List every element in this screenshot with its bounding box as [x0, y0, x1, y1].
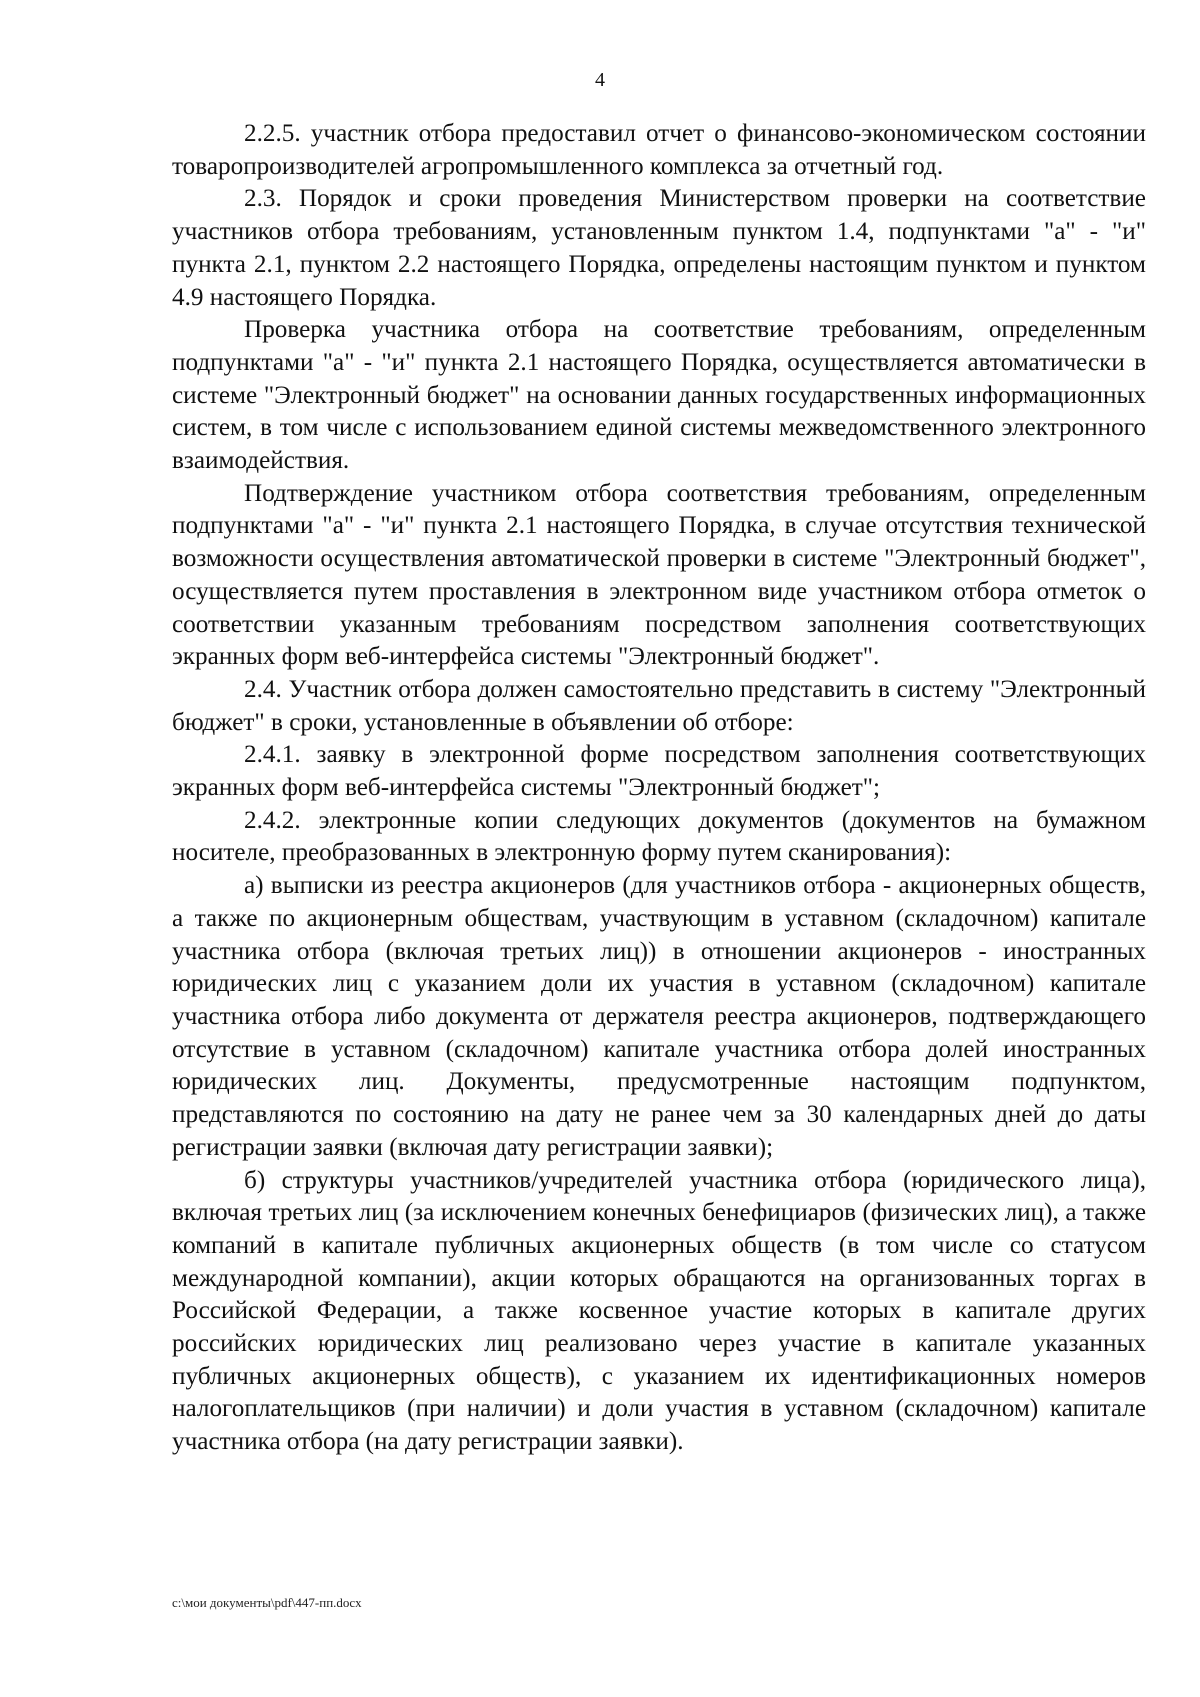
- footer-file-path: c:\мои документы\pdf\447-пп.docx: [172, 1595, 362, 1610]
- paragraph-2-4-1: 2.4.1. заявку в электронной форме посредством заполнения соответствующих экранных форм веб-интерфейса системы "Электронный бюджет";: [172, 741, 1146, 802]
- paragraph-item-a: а) выписки из реестра акционеров (для участников отбора - акционерных обществ, а также по акционерным обществам, участвующим в уставном (складочном) капитале участника отбора (включая третьих лиц)) в отношении акционеров - иностранных юридических лиц с указанием доли их участия в уставном (складочном) капитале участника отбора либо документа от держателя реестра акционеров, подтверждающего отсутствие в уставном (складочном) капитале участника отбора долей иностранных юридических лиц. Документы, предусмотренные настоящим подпунктом, представляются по состоянию на дату не ранее чем за 30 календарных дней до даты регистрации заявки (включая дату регистрации заявки);: [172, 872, 1146, 1161]
- paragraph-automatic-check: Проверка участника отбора на соответствие требованиям, определенным подпунктами "а" - "и" пункта 2.1 настоящего Порядка, осуществляется автоматически в системе "Электронный бюджет" на основании данных государственных информационных систем, в том числе с использованием единой системы межведомственного электронного взаимодействия.: [172, 316, 1146, 475]
- paragraph-2-4-2: 2.4.2. электронные копии следующих документов (документов на бумажном носителе, преобразованных в электронную форму путем сканирования):: [172, 806, 1146, 867]
- paragraph-2-4: 2.4. Участник отбора должен самостоятельно представить в систему "Электронный бюджет" в сроки, установленные в объявлении об отборе:: [172, 675, 1146, 736]
- paragraph-confirmation: Подтверждение участником отбора соответствия требованиям, определенным подпунктами "а" - "и" пункта 2.1 настоящего Порядка, в случае отсутствия технической возможности осуществления автоматической проверки в системе "Электронный бюджет", осуществляется путем проставления в электронном виде участником отбора отметок о соответствии указанным требованиям посредством заполнения соответствующих экранных форм веб-интерфейса системы "Электронный бюджет".: [172, 479, 1146, 671]
- page-number: 4: [595, 69, 605, 91]
- paragraph-item-b: б) структуры участников/учредителей участника отбора (юридического лица), включая третьих лиц (за исключением конечных бенефициаров (физических лиц), а также компаний в капитале публичных акционерных обществ (в том числе со статусом международной компании), акции которых обращаются на организованных торгах в Российской Федерации, а также косвенное участие которых в капитале других российских юридических лиц реализовано через участие в капитале указанных публичных акционерных обществ), с указанием их идентификационных номеров налогоплательщиков (при наличии) и доли участия в уставном (складочном) капитале участника отбора (на дату регистрации заявки).: [172, 1166, 1146, 1456]
- document-body: [172, 118, 1146, 1459]
- paragraph-2-3: 2.3. Порядок и сроки проведения Министерством проверки на соответствие участников отбора требованиям, установленным пунктом 1.4, подпунктами "а" - "и" пункта 2.1, пунктом 2.2 настоящего Порядка, определены настоящим пунктом и пунктом 4.9 настоящего Порядка.: [172, 185, 1146, 311]
- paragraph-2-2-5: 2.2.5. участник отбора предоставил отчет о финансово-экономическом состоянии товаропроизводителей агропромышленного комплекса за отчетный год.: [172, 120, 1146, 180]
